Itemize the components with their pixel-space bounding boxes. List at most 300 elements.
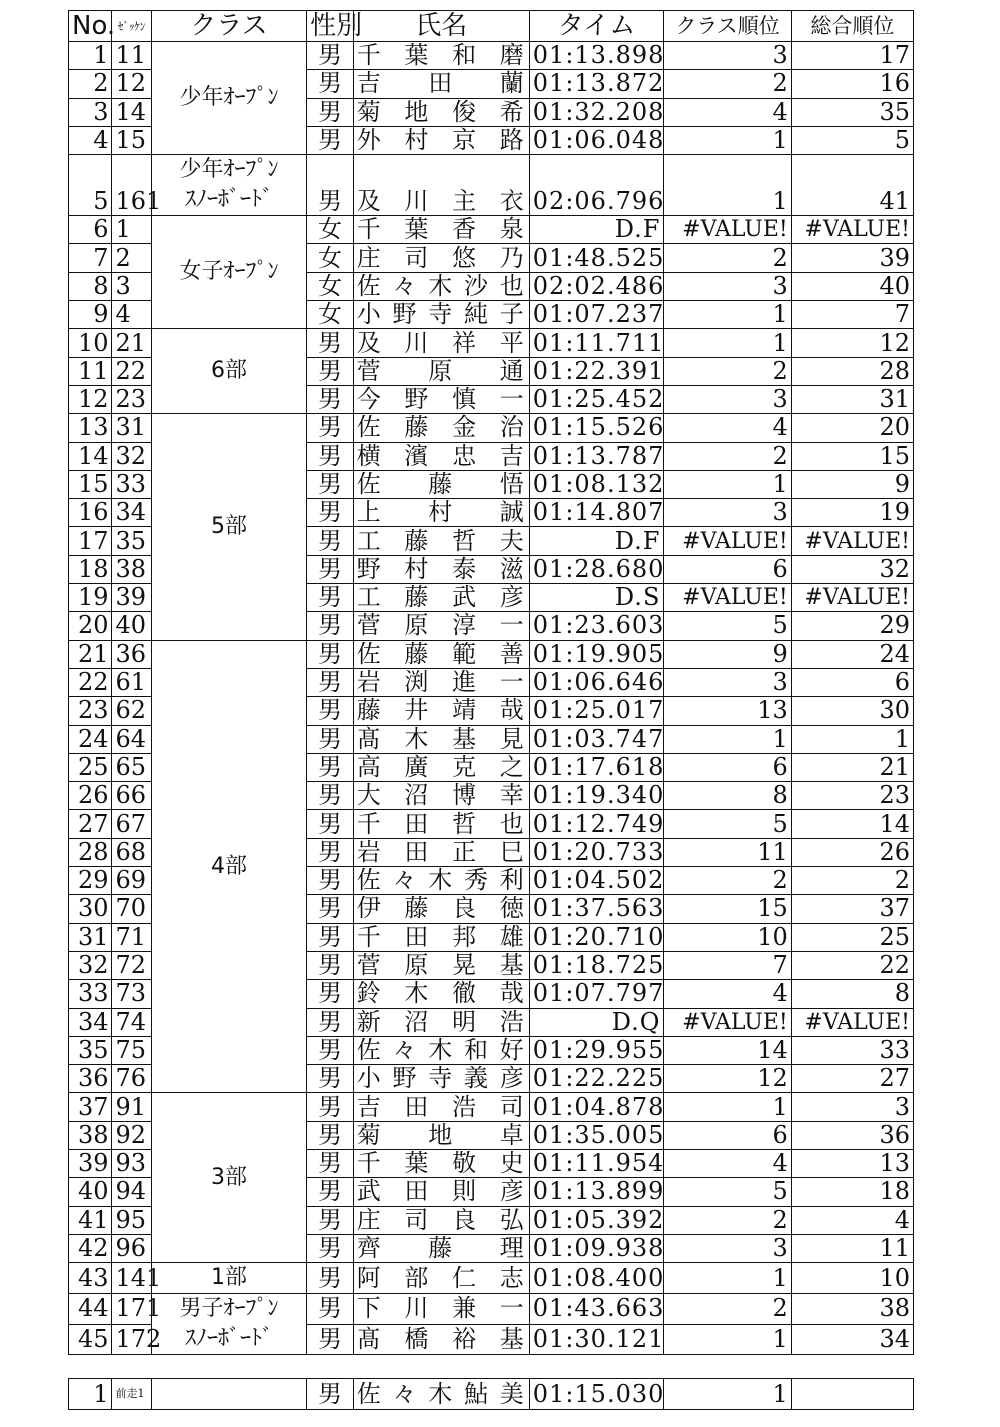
row-no: 27 [69, 810, 112, 838]
row-name: 菅原淳一 [353, 612, 529, 640]
class-label: 6部 [210, 358, 247, 384]
row-name: 菅原晃基 [353, 951, 529, 979]
row-sex: 男 [307, 1065, 354, 1093]
row-time: 01:11.954 [529, 1149, 664, 1177]
row-time: 01:03.747 [529, 725, 664, 753]
row-time: 01:08.132 [529, 470, 664, 498]
row-sex: 男 [307, 1234, 354, 1262]
table-row [69, 216, 914, 244]
row-no: 22 [69, 668, 112, 696]
class-cell [151, 42, 306, 155]
row-time: 01:17.618 [529, 753, 664, 781]
row-bib: 75 [112, 1036, 151, 1064]
row-no: 29 [69, 867, 112, 895]
row-no: 34 [69, 1008, 112, 1036]
row-name: 工藤武彦 [353, 584, 529, 612]
row-name: 佐藤金治 [353, 414, 529, 442]
row-time: 01:13.899 [529, 1178, 664, 1206]
row-time: 01:20.733 [529, 838, 664, 866]
row-sex: 男 [307, 499, 354, 527]
class-label: ｽﾉｰﾎﾞｰﾄﾞ [184, 1326, 273, 1352]
row-class-rank: 12 [664, 1065, 791, 1093]
row-name: 小野寺純子 [353, 301, 529, 329]
row-class-rank: 2 [664, 1206, 791, 1234]
row-bib: 74 [112, 1008, 151, 1036]
row-time: 01:13.787 [529, 442, 664, 470]
row-overall-rank: 21 [791, 753, 913, 781]
header-class: クラス [151, 11, 306, 42]
row-class-rank: 3 [664, 272, 791, 300]
row-bib: 3 [112, 272, 151, 300]
row-overall-rank: 17 [791, 42, 913, 70]
results-body [69, 42, 914, 1355]
row-sex: 男 [307, 1121, 354, 1149]
row-time: 01:29.955 [529, 1036, 664, 1064]
row-bib: 96 [112, 1234, 151, 1262]
row-no: 41 [69, 1206, 112, 1234]
row-sex: 女 [307, 244, 354, 272]
row-no: 3 [69, 98, 112, 126]
row-bib: 1 [112, 216, 151, 244]
row-class-rank: 3 [664, 42, 791, 70]
row-class-rank: 4 [664, 1149, 791, 1177]
row-sex: 男 [307, 951, 354, 979]
row-no: 25 [69, 753, 112, 781]
row-sex: 男 [307, 527, 354, 555]
row-class-rank: 5 [664, 612, 791, 640]
row-overall-rank: 37 [791, 895, 913, 923]
row-name: 菊地卓 [353, 1121, 529, 1149]
row-bib: 2 [112, 244, 151, 272]
row-name: 伊藤良徳 [353, 895, 529, 923]
row-class-rank: 8 [664, 782, 791, 810]
row-no: 7 [69, 244, 112, 272]
row-class-rank: 1 [664, 1093, 791, 1121]
row-no: 37 [69, 1093, 112, 1121]
row-no: 36 [69, 1065, 112, 1093]
row-overall-rank: 5 [791, 126, 913, 154]
row-overall-rank: 26 [791, 838, 913, 866]
row-overall-rank: 23 [791, 782, 913, 810]
row-sex: 男 [307, 1324, 354, 1355]
row-no: 45 [69, 1324, 112, 1355]
header-time: タイム [529, 11, 664, 42]
row-name: 千田哲也 [353, 810, 529, 838]
row-sex: 男 [307, 126, 354, 154]
row-class-rank: 1 [664, 301, 791, 329]
row-class-rank: 1 [664, 1324, 791, 1355]
row-overall-rank: 32 [791, 555, 913, 583]
row-overall-rank: #VALUE! [791, 216, 913, 244]
row-bib: 4 [112, 301, 151, 329]
forerunner-class-rank: 1 [664, 1379, 791, 1410]
row-overall-rank: 28 [791, 357, 913, 385]
class-cell [151, 414, 306, 640]
row-name: 大沼博幸 [353, 782, 529, 810]
row-no: 9 [69, 301, 112, 329]
table-row [69, 1093, 914, 1121]
row-time: 02:02.486 [529, 272, 664, 300]
row-class-rank: 2 [664, 867, 791, 895]
row-no: 30 [69, 895, 112, 923]
row-class-rank: 2 [664, 1294, 791, 1325]
row-time: 01:08.400 [529, 1263, 664, 1294]
forerunner-name: 佐々木鮎美 [353, 1379, 529, 1410]
row-bib: 172 [112, 1324, 151, 1355]
row-overall-rank: 25 [791, 923, 913, 951]
row-no: 32 [69, 951, 112, 979]
row-time: 01:15.526 [529, 414, 664, 442]
row-overall-rank: 39 [791, 244, 913, 272]
row-sex: 男 [307, 584, 354, 612]
row-sex: 男 [307, 42, 354, 70]
row-overall-rank: 2 [791, 867, 913, 895]
row-name: 齊藤理 [353, 1234, 529, 1262]
row-class-rank: 6 [664, 555, 791, 583]
row-overall-rank: 18 [791, 1178, 913, 1206]
row-no: 21 [69, 640, 112, 668]
row-bib: 14 [112, 98, 151, 126]
row-bib: 36 [112, 640, 151, 668]
row-overall-rank: #VALUE! [791, 1008, 913, 1036]
row-time: 01:09.938 [529, 1234, 664, 1262]
row-bib: 161 [112, 155, 151, 216]
row-sex: 男 [307, 923, 354, 951]
row-name: 菊地俊希 [353, 98, 529, 126]
row-bib: 69 [112, 867, 151, 895]
row-sex: 男 [307, 470, 354, 498]
row-bib: 31 [112, 414, 151, 442]
row-sex: 男 [307, 668, 354, 696]
row-overall-rank: 33 [791, 1036, 913, 1064]
row-sex: 男 [307, 980, 354, 1008]
row-overall-rank: 19 [791, 499, 913, 527]
row-bib: 72 [112, 951, 151, 979]
class-label: 少年ｵｰﾌﾟﾝ [179, 85, 279, 111]
row-overall-rank: 24 [791, 640, 913, 668]
row-time: 01:25.017 [529, 697, 664, 725]
row-name: 今野慎一 [353, 385, 529, 413]
row-no: 8 [69, 272, 112, 300]
row-no: 10 [69, 329, 112, 357]
row-time: 01:04.878 [529, 1093, 664, 1121]
row-time: 01:14.807 [529, 499, 664, 527]
header-bib: ｾﾞｯｹﾝ [112, 11, 151, 42]
row-bib: 61 [112, 668, 151, 696]
row-sex: 男 [307, 1149, 354, 1177]
row-bib: 65 [112, 753, 151, 781]
table-row [69, 155, 914, 216]
row-class-rank: 13 [664, 697, 791, 725]
row-name: 阿部仁志 [353, 1263, 529, 1294]
row-bib: 71 [112, 923, 151, 951]
row-no: 44 [69, 1294, 112, 1325]
forerunner-time: 01:15.030 [529, 1379, 664, 1410]
row-class-rank: 2 [664, 442, 791, 470]
row-bib: 33 [112, 470, 151, 498]
row-overall-rank: 6 [791, 668, 913, 696]
row-sex: 男 [307, 697, 354, 725]
row-time: 01:06.048 [529, 126, 664, 154]
row-class-rank: 1 [664, 329, 791, 357]
row-time: D.Q [529, 1008, 664, 1036]
row-overall-rank: 36 [791, 1121, 913, 1149]
row-overall-rank: #VALUE! [791, 584, 913, 612]
row-name: 岩渕進一 [353, 668, 529, 696]
row-class-rank: 3 [664, 499, 791, 527]
row-no: 13 [69, 414, 112, 442]
row-class-rank: 5 [664, 810, 791, 838]
row-time: 01:13.898 [529, 42, 664, 70]
row-name: 佐藤悟 [353, 470, 529, 498]
row-bib: 39 [112, 584, 151, 612]
row-name: 佐々木和好 [353, 1036, 529, 1064]
row-time: 01:13.872 [529, 70, 664, 98]
row-no: 17 [69, 527, 112, 555]
row-overall-rank: 10 [791, 1263, 913, 1294]
row-overall-rank: 31 [791, 385, 913, 413]
class-label: 1部 [210, 1265, 247, 1291]
row-class-rank: 9 [664, 640, 791, 668]
class-cell [151, 329, 306, 414]
row-bib: 23 [112, 385, 151, 413]
row-time: 01:22.391 [529, 357, 664, 385]
row-sex: 男 [307, 725, 354, 753]
row-overall-rank: 11 [791, 1234, 913, 1262]
row-class-rank: 15 [664, 895, 791, 923]
row-class-rank: 2 [664, 244, 791, 272]
header-class-rank: クラス順位 [664, 11, 791, 42]
class-cell [151, 1093, 306, 1263]
row-name: 武田則彦 [353, 1178, 529, 1206]
row-name: 佐々木秀利 [353, 867, 529, 895]
row-name: 菅原通 [353, 357, 529, 385]
row-bib: 73 [112, 980, 151, 1008]
table-row [69, 414, 914, 442]
row-time: 01:25.452 [529, 385, 664, 413]
row-class-rank: 11 [664, 838, 791, 866]
row-no: 2 [69, 70, 112, 98]
row-class-rank: 1 [664, 725, 791, 753]
row-time: 01:07.797 [529, 980, 664, 1008]
row-bib: 95 [112, 1206, 151, 1234]
row-time: 02:06.796 [529, 155, 664, 216]
row-no: 31 [69, 923, 112, 951]
row-sex: 男 [307, 1093, 354, 1121]
class-label: 男子ｵｰﾌﾟﾝ [179, 1296, 279, 1322]
forerunner-row [69, 1379, 914, 1410]
row-name: 千田邦雄 [353, 923, 529, 951]
row-sex: 男 [307, 1178, 354, 1206]
row-no: 38 [69, 1121, 112, 1149]
row-class-rank: 1 [664, 126, 791, 154]
class-label: 4部 [210, 853, 247, 879]
row-overall-rank: 9 [791, 470, 913, 498]
row-no: 6 [69, 216, 112, 244]
row-no: 42 [69, 1234, 112, 1262]
row-bib: 35 [112, 527, 151, 555]
row-no: 43 [69, 1263, 112, 1294]
row-sex: 男 [307, 640, 354, 668]
row-no: 15 [69, 470, 112, 498]
row-class-rank: 3 [664, 385, 791, 413]
class-label: ｽﾉｰﾎﾞｰﾄﾞ [184, 187, 273, 213]
row-bib: 21 [112, 329, 151, 357]
forerunner-table [68, 1378, 914, 1410]
row-bib: 141 [112, 1263, 151, 1294]
row-overall-rank: 8 [791, 980, 913, 1008]
row-class-rank: 4 [664, 980, 791, 1008]
row-bib: 68 [112, 838, 151, 866]
row-time: 01:23.603 [529, 612, 664, 640]
row-no: 40 [69, 1178, 112, 1206]
row-time: 01:28.680 [529, 555, 664, 583]
row-name: 及川祥平 [353, 329, 529, 357]
row-overall-rank: 16 [791, 70, 913, 98]
row-no: 23 [69, 697, 112, 725]
row-overall-rank: 20 [791, 414, 913, 442]
row-time: D.F [529, 216, 664, 244]
row-time: 01:04.502 [529, 867, 664, 895]
row-name: 藤井靖哉 [353, 697, 529, 725]
class-label: 5部 [210, 513, 247, 539]
row-bib: 171 [112, 1294, 151, 1325]
row-name: 千葉和磨 [353, 42, 529, 70]
row-time: 01:19.905 [529, 640, 664, 668]
row-name: 下川兼一 [353, 1294, 529, 1325]
row-name: 髙木基見 [353, 725, 529, 753]
row-class-rank: 6 [664, 753, 791, 781]
row-no: 39 [69, 1149, 112, 1177]
row-sex: 男 [307, 612, 354, 640]
header-no: No. [69, 11, 112, 42]
row-no: 16 [69, 499, 112, 527]
row-no: 20 [69, 612, 112, 640]
row-class-rank: #VALUE! [664, 1008, 791, 1036]
row-bib: 76 [112, 1065, 151, 1093]
row-name: 佐藤範善 [353, 640, 529, 668]
class-label: 少年ｵｰﾌﾟﾝ [179, 157, 279, 183]
row-bib: 91 [112, 1093, 151, 1121]
row-bib: 34 [112, 499, 151, 527]
row-overall-rank: 34 [791, 1324, 913, 1355]
row-sex: 男 [307, 782, 354, 810]
row-bib: 66 [112, 782, 151, 810]
row-name: 吉田蘭 [353, 70, 529, 98]
row-overall-rank: 35 [791, 98, 913, 126]
class-label: 女子ｵｰﾌﾟﾝ [179, 259, 279, 285]
row-sex: 男 [307, 1294, 354, 1325]
row-sex: 男 [307, 1206, 354, 1234]
row-overall-rank: 13 [791, 1149, 913, 1177]
row-time: 01:07.237 [529, 301, 664, 329]
row-name: 髙橋裕基 [353, 1324, 529, 1355]
row-sex: 男 [307, 753, 354, 781]
row-name: 工藤哲夫 [353, 527, 529, 555]
row-sex: 女 [307, 272, 354, 300]
row-no: 19 [69, 584, 112, 612]
row-class-rank: 14 [664, 1036, 791, 1064]
row-class-rank: 1 [664, 155, 791, 216]
row-sex: 男 [307, 329, 354, 357]
row-no: 33 [69, 980, 112, 1008]
row-sex: 女 [307, 301, 354, 329]
row-overall-rank: 40 [791, 272, 913, 300]
forerunner-class [151, 1379, 306, 1410]
row-time: 01:30.121 [529, 1324, 664, 1355]
row-name: 上村誠 [353, 499, 529, 527]
row-time: 01:32.208 [529, 98, 664, 126]
row-class-rank: 3 [664, 668, 791, 696]
row-sex: 男 [307, 98, 354, 126]
row-name: 庄司悠乃 [353, 244, 529, 272]
row-bib: 15 [112, 126, 151, 154]
row-sex: 男 [307, 357, 354, 385]
row-class-rank: 1 [664, 470, 791, 498]
row-sex: 男 [307, 1263, 354, 1294]
row-bib: 40 [112, 612, 151, 640]
row-name: 佐々木沙也 [353, 272, 529, 300]
row-overall-rank: #VALUE! [791, 527, 913, 555]
row-class-rank: #VALUE! [664, 216, 791, 244]
row-bib: 92 [112, 1121, 151, 1149]
row-sex: 男 [307, 442, 354, 470]
class-cell [151, 155, 306, 216]
row-bib: 11 [112, 42, 151, 70]
row-bib: 22 [112, 357, 151, 385]
row-class-rank: #VALUE! [664, 584, 791, 612]
row-overall-rank: 22 [791, 951, 913, 979]
row-bib: 67 [112, 810, 151, 838]
row-name: 吉田浩司 [353, 1093, 529, 1121]
row-sex: 男 [307, 385, 354, 413]
row-class-rank: 7 [664, 951, 791, 979]
header-sex: 性別 [307, 11, 354, 42]
row-overall-rank: 15 [791, 442, 913, 470]
row-time: 01:19.340 [529, 782, 664, 810]
row-class-rank: 4 [664, 414, 791, 442]
row-bib: 38 [112, 555, 151, 583]
row-name: 野村泰滋 [353, 555, 529, 583]
table-row [69, 42, 914, 70]
row-time: 01:22.225 [529, 1065, 664, 1093]
row-class-rank: 2 [664, 357, 791, 385]
row-no: 28 [69, 838, 112, 866]
table-row [69, 1294, 914, 1325]
row-bib: 64 [112, 725, 151, 753]
results-table [68, 10, 914, 1355]
header-overall-rank: 総合順位 [791, 11, 913, 42]
row-overall-rank: 41 [791, 155, 913, 216]
row-bib: 70 [112, 895, 151, 923]
row-overall-rank: 12 [791, 329, 913, 357]
forerunner-no: 1 [69, 1379, 112, 1410]
row-name: 及川主衣 [353, 155, 529, 216]
row-name: 新沼明浩 [353, 1008, 529, 1036]
row-time: D.S [529, 584, 664, 612]
row-sex: 男 [307, 867, 354, 895]
row-sex: 男 [307, 1036, 354, 1064]
row-overall-rank: 1 [791, 725, 913, 753]
row-overall-rank: 4 [791, 1206, 913, 1234]
class-cell [151, 1263, 306, 1294]
row-name: 外村京路 [353, 126, 529, 154]
row-no: 24 [69, 725, 112, 753]
table-row [69, 640, 914, 668]
row-bib: 32 [112, 442, 151, 470]
row-sex: 男 [307, 810, 354, 838]
row-time: 01:37.563 [529, 895, 664, 923]
